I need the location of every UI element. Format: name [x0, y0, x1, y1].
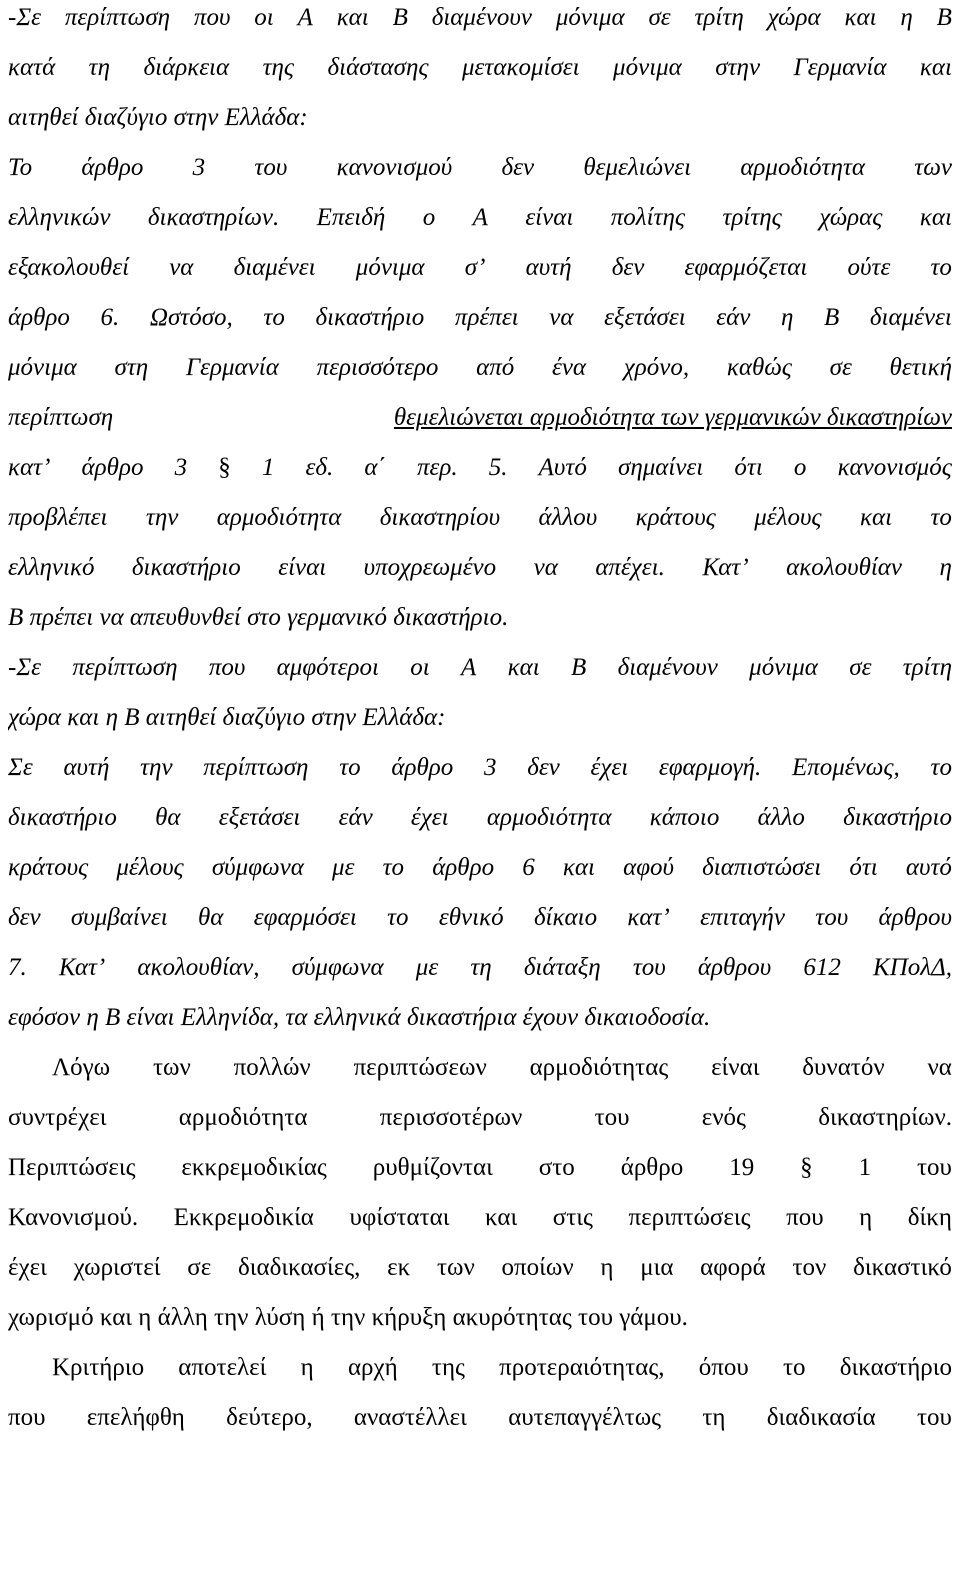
text-line — [8, 150, 952, 200]
word: διάστασης — [327, 54, 429, 81]
text-line — [8, 350, 952, 400]
word: της — [431, 1354, 465, 1381]
word: του — [632, 954, 666, 981]
word: η — [939, 554, 952, 581]
underlined-phrase: θεμελιώνεται αρμοδιότητα των γερμανικών δικαστηρίων — [393, 404, 952, 431]
word: από — [476, 354, 515, 381]
word: η — [859, 1204, 873, 1231]
word: στη — [114, 354, 149, 381]
word: είναι — [711, 1054, 760, 1081]
word: τρίτη — [902, 654, 952, 681]
word: πολλών — [233, 1054, 311, 1081]
word: με — [415, 954, 439, 981]
word: διαπιστώσει — [702, 854, 822, 881]
word: είναι — [525, 204, 574, 231]
word: περισσότερο — [316, 354, 439, 381]
word: είναι — [278, 554, 327, 581]
text-line — [8, 950, 952, 1000]
word: δικαστηρίων. — [818, 1104, 952, 1131]
word: Α — [461, 654, 477, 681]
word: ούτε — [847, 254, 891, 281]
word: δίκαιο — [533, 904, 598, 931]
word: χρόνο, — [623, 354, 690, 381]
word: δικαστήριο — [839, 1354, 952, 1381]
word: Αυτό — [538, 454, 587, 481]
word: εδ. — [305, 454, 334, 481]
word: δικαστήριο — [843, 804, 952, 831]
word: περίπτωση — [72, 654, 178, 681]
word: και — [336, 4, 369, 31]
word: διαδικασίες, — [237, 1254, 361, 1281]
word: περίπτωση — [8, 404, 114, 431]
word: αμφότεροι — [276, 654, 379, 681]
word: του — [815, 904, 849, 931]
word: έχει — [590, 754, 629, 781]
word: διαμένουν — [431, 4, 532, 31]
text-line — [8, 1050, 952, 1100]
word: το — [782, 1354, 806, 1381]
word: άρθρο — [81, 454, 144, 481]
text-line — [8, 1350, 952, 1400]
text-line: αιτηθεί διαζύγιο στην Ελλάδα: — [8, 104, 308, 131]
word: 5. — [488, 454, 508, 481]
word: διαμένουν — [617, 654, 718, 681]
word: και — [919, 54, 952, 81]
word: 19 — [729, 1154, 755, 1181]
word: διάρκεια — [143, 54, 230, 81]
word: περιπτώσεις — [628, 1204, 751, 1231]
word: ελληνικών — [8, 204, 111, 231]
word: Σε — [8, 754, 33, 781]
word: σε — [648, 4, 671, 31]
word: καθώς — [726, 354, 792, 381]
word: η — [900, 4, 913, 31]
word: Κατ’ — [702, 554, 749, 581]
word: και — [485, 1204, 518, 1231]
word: πρέπει — [454, 304, 519, 331]
word: αρμοδιότητα — [178, 1104, 308, 1131]
word: μέλους — [754, 504, 822, 531]
word: οποίων — [501, 1254, 574, 1281]
text-line — [8, 200, 952, 250]
word: κράτους — [635, 504, 716, 531]
word: 6 — [522, 854, 535, 881]
word: και — [844, 4, 877, 31]
word: μόνιμα — [355, 254, 425, 281]
text-line: εφόσον η Β είναι Ελληνίδα, τα ελληνικά δικαστήρια έχουν δικαιοδοσία. — [8, 1004, 711, 1031]
word: δεν — [501, 154, 535, 181]
word: προβλέπει — [8, 504, 108, 531]
word: να — [549, 304, 574, 331]
word: δικαστηρίων. — [147, 204, 280, 231]
word: Γερμανία — [793, 54, 887, 81]
word: επελήφθη — [86, 1404, 185, 1431]
text-line: χώρα και η Β αιτηθεί διαζύγιο στην Ελλάδα: — [8, 704, 446, 731]
word: ότι — [734, 454, 763, 481]
word: άρθρο — [81, 154, 144, 181]
word: Β — [392, 4, 408, 31]
word: διάταξη — [523, 954, 601, 981]
word: και — [507, 654, 540, 681]
word: εκκρεμοδικίας — [181, 1154, 327, 1181]
word: Επειδή — [316, 204, 386, 231]
word: όπου — [698, 1354, 749, 1381]
word: άρθρου — [697, 954, 772, 981]
word: αφού — [623, 854, 675, 881]
word: 7. — [8, 954, 27, 981]
word: την — [145, 504, 179, 531]
word: να — [169, 254, 194, 281]
text-line — [8, 1400, 952, 1450]
word: το — [382, 854, 405, 881]
word: σε — [187, 1254, 212, 1281]
text-line — [8, 0, 952, 50]
word: ένα — [551, 354, 587, 381]
word: έχει — [410, 804, 449, 831]
word: μόνιμα — [613, 54, 682, 81]
word: άλλο — [757, 804, 805, 831]
word: διαδικασία — [766, 1404, 876, 1431]
word: δυνατόν — [802, 1054, 885, 1081]
word: αυτή — [525, 254, 572, 281]
word: των — [152, 1054, 191, 1081]
word: η — [300, 1354, 314, 1381]
text-line: χωρισμό και η άλλη την λύση ή την κήρυξη ακυρότητας του γάμου. — [8, 1304, 688, 1331]
word: 1 — [261, 454, 275, 481]
word: Β — [570, 654, 587, 681]
word: Το — [8, 154, 33, 181]
word: κράτους — [8, 854, 89, 881]
word: αυτή — [63, 754, 110, 781]
word: σ’ — [464, 254, 486, 281]
word: αρχή — [347, 1354, 398, 1381]
word: το — [263, 304, 285, 331]
word: το — [930, 754, 952, 781]
word: συντρέχει — [8, 1104, 107, 1131]
text-line — [8, 850, 952, 900]
word: ο — [422, 204, 436, 231]
word: ακολουθίαν, — [137, 954, 260, 981]
word: κατ’ — [627, 904, 670, 931]
word: τη — [88, 54, 111, 81]
text-line — [8, 750, 952, 800]
text-line: Β πρέπει να απευθυνθεί στο γερμανικό δικαστήριο. — [8, 604, 509, 631]
word: στο — [538, 1154, 575, 1181]
word: α΄ — [364, 454, 386, 481]
word: το — [387, 904, 409, 931]
word: έχει — [8, 1254, 47, 1281]
word: εξακολουθεί — [8, 254, 130, 281]
word: κατά — [8, 54, 56, 81]
text-line — [8, 1200, 952, 1250]
word: περισσοτέρων — [379, 1104, 523, 1131]
word: -Σε — [8, 4, 42, 31]
word: μόνιμα — [555, 4, 625, 31]
word: Γερμανία — [185, 354, 279, 381]
word: τρίτης — [722, 204, 782, 231]
word: θετική — [889, 354, 952, 381]
text-line — [8, 50, 952, 100]
word: αυτεπαγγέλτως — [508, 1404, 662, 1431]
word: η — [780, 304, 794, 331]
word: προτεραιότητας, — [499, 1354, 665, 1381]
word: διαμένει — [233, 254, 316, 281]
word: 3 — [192, 154, 206, 181]
word: θεμελιώνει — [583, 154, 692, 181]
word: εάν — [716, 304, 751, 331]
word: απέχει. — [595, 554, 665, 581]
word: δεν — [611, 254, 645, 281]
word: Λόγω — [52, 1054, 111, 1081]
word: Α — [472, 204, 488, 231]
word: του — [916, 1404, 952, 1431]
word: ακολουθίαν — [786, 554, 903, 581]
word: κατ’ — [8, 454, 51, 481]
word: κανονισμός — [837, 454, 952, 481]
word: του — [917, 1154, 952, 1181]
word: περίπτωση — [203, 754, 309, 781]
section-sign: § — [218, 454, 231, 481]
word: ο — [793, 454, 807, 481]
text-line — [8, 1100, 952, 1150]
word: σε — [849, 654, 872, 681]
word: με — [332, 854, 355, 881]
word: οι — [410, 654, 430, 681]
word: οι — [254, 4, 274, 31]
word: πολίτης — [610, 204, 686, 231]
word: τη — [470, 954, 492, 981]
word: που — [193, 4, 231, 31]
word: ελληνικό — [8, 554, 95, 581]
word: αποτελεί — [178, 1354, 267, 1381]
word: των — [436, 1254, 475, 1281]
word: Κριτήριο — [52, 1354, 145, 1381]
word: που — [786, 1204, 824, 1231]
word: εθνικό — [438, 904, 504, 931]
word: υποχρεωμένο — [363, 554, 497, 581]
word: συμβαίνει — [70, 904, 168, 931]
word: σημαίνει — [617, 454, 704, 481]
word: το — [930, 254, 952, 281]
word: εξετάσει — [604, 304, 686, 331]
word: δικαστήριο — [8, 804, 117, 831]
word: δικαστηρίου — [379, 504, 501, 531]
word: αρμοδιότητα — [486, 804, 612, 831]
word: 3 — [174, 454, 188, 481]
word: η — [600, 1254, 614, 1281]
word: τρίτη — [694, 4, 744, 31]
word: κανονισμού — [336, 154, 453, 181]
word: που — [8, 1404, 46, 1431]
word: ρυθμίζονται — [372, 1154, 493, 1181]
text-line — [8, 300, 952, 350]
word: θα — [198, 904, 224, 931]
word: εφαρμογή. — [658, 754, 762, 781]
word: άρθρο — [8, 304, 70, 331]
word: επιταγήν — [700, 904, 785, 931]
word: στις — [552, 1204, 593, 1231]
word: να — [533, 554, 558, 581]
word: το — [339, 754, 361, 781]
section-sign: § — [800, 1154, 813, 1181]
word: χώρα — [767, 4, 821, 31]
word: εφαρμόσει — [253, 904, 357, 931]
text-line — [8, 800, 952, 850]
word: και — [859, 504, 893, 531]
word: 3 — [483, 754, 497, 781]
word: δίκη — [907, 1204, 952, 1231]
word: την — [140, 754, 173, 781]
text-line — [8, 400, 952, 450]
word: χωριστεί — [73, 1254, 161, 1281]
word: αρμοδιότητας — [529, 1054, 669, 1081]
word: δικαστήριο — [131, 554, 241, 581]
word: και — [562, 854, 595, 881]
word: εάν — [338, 804, 373, 831]
word: και — [919, 204, 952, 231]
word: άρθρο — [620, 1154, 684, 1181]
word: ΚΠολΔ, — [873, 954, 952, 981]
word: που — [208, 654, 246, 681]
word: 1 — [858, 1154, 872, 1181]
word: των — [914, 154, 952, 181]
word: μόνιμα — [8, 354, 77, 381]
word: περιπτώσεων — [353, 1054, 487, 1081]
text-line — [8, 1150, 952, 1200]
word: αρμοδιότητα — [216, 504, 342, 531]
text-line — [8, 900, 952, 950]
word: τη — [702, 1404, 726, 1431]
word: Περιπτώσεις — [8, 1154, 136, 1181]
word: μέλους — [116, 854, 184, 881]
word: μια — [640, 1254, 674, 1281]
word: άλλου — [538, 504, 598, 531]
word: εφαρμόζεται — [684, 254, 808, 281]
word: αναστέλλει — [353, 1404, 467, 1431]
word: -Σε — [8, 654, 42, 681]
word: θα — [155, 804, 181, 831]
word: μόνιμα — [749, 654, 818, 681]
word: Β — [823, 304, 840, 331]
word: υφίσταται — [349, 1204, 450, 1231]
word: Β — [936, 4, 952, 31]
word: μετακομίσει — [461, 54, 580, 81]
word: εξετάσει — [218, 804, 301, 831]
word: Ωστόσο, — [149, 304, 233, 331]
word: άρθρο — [391, 754, 454, 781]
word: ενός — [701, 1104, 746, 1131]
word: χώρας — [819, 204, 883, 231]
word: δικαστικό — [853, 1254, 952, 1281]
word: δεύτερο, — [226, 1404, 313, 1431]
word: κάποιο — [649, 804, 720, 831]
word: Α — [297, 4, 313, 31]
word: του — [254, 154, 288, 181]
word: 612 — [803, 954, 841, 981]
text-line — [8, 500, 952, 550]
text-line — [8, 650, 952, 700]
word: περίπτωση — [64, 4, 171, 31]
word: σύμφωνα — [211, 854, 304, 881]
word: τον — [792, 1254, 827, 1281]
word: σύμφωνα — [291, 954, 384, 981]
text-line — [8, 1250, 952, 1300]
word: άρθρου — [878, 904, 952, 931]
word: ότι — [849, 854, 878, 881]
word: δεν — [8, 904, 41, 931]
word: Κανονισμού. — [8, 1204, 139, 1231]
word: διαμένει — [869, 304, 952, 331]
word: του — [594, 1104, 630, 1131]
word: άρθρο — [432, 854, 495, 881]
word: στην — [715, 54, 761, 81]
word: 6. — [100, 304, 120, 331]
word: δεν — [527, 754, 560, 781]
word: αρμοδιότητα — [740, 154, 865, 181]
word: Επομένως, — [791, 754, 900, 781]
word: Εκκρεμοδικία — [173, 1204, 314, 1231]
word: το — [930, 504, 952, 531]
word: περ. — [416, 454, 458, 481]
word: της — [262, 54, 295, 81]
word: αφορά — [700, 1254, 766, 1281]
text-line — [8, 250, 952, 300]
word: σε — [829, 354, 852, 381]
word: δικαστήριο — [315, 304, 425, 331]
word: να — [927, 1054, 952, 1081]
text-line — [8, 550, 952, 600]
word: αυτό — [905, 854, 952, 881]
text-line — [8, 450, 952, 500]
word: εκ — [387, 1254, 411, 1281]
word: Κατ’ — [58, 954, 106, 981]
